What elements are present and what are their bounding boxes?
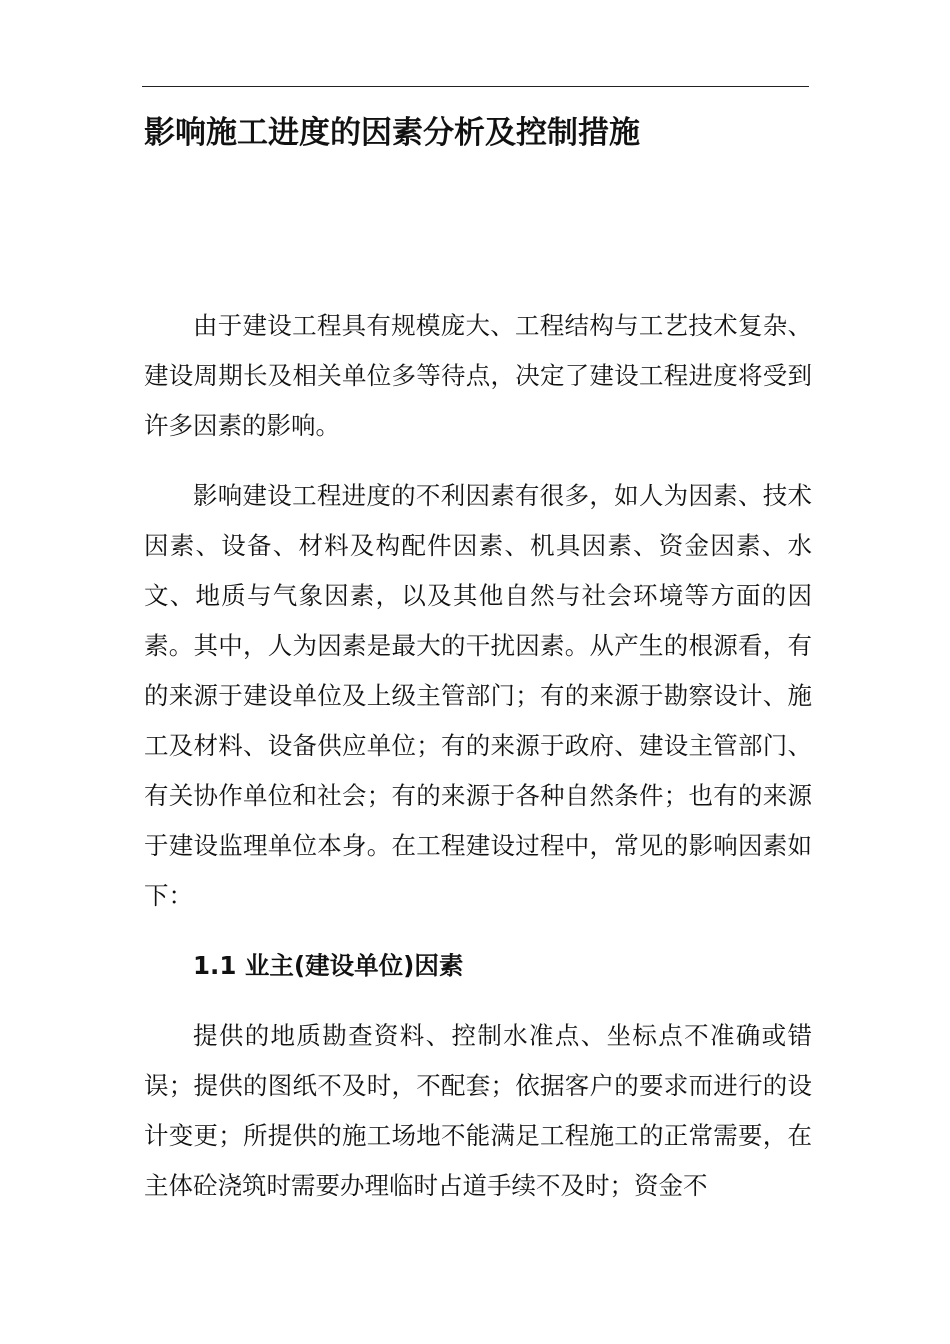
- header-rule: [142, 86, 809, 87]
- document-title: 影响施工进度的因素分析及控制措施: [144, 115, 640, 151]
- paragraph-factors: 影响建设工程进度的不利因素有很多，如人为因素、技术因素、设备、材料及构配件因素、机具因素、资金因素、水文、地质与气象因素，以及其他自然与社会环境等方面的因素。其中，人为因素是最大的干扰因素。从产生的根源看，有的来源于建设单位及上级主管部门；有的来源于勘察设计、施工及材料、设备供应单位；有的来源于政府、建设主管部门、有关协作单位和社会；有的来源于各种自然条件；也有的来源于建设监理单位本身。在工程建设过程中，常见的影响因素如下：: [144, 481, 812, 910]
- section-heading-owner-factors: 1.1 业主(建设单位)因素: [193, 951, 464, 980]
- paragraph-owner-factors: 提供的地质勘查资料、控制水准点、坐标点不准确或错误；提供的图纸不及时，不配套；依据客户的要求而进行的设计变更；所提供的施工场地不能满足工程施工的正常需要，在主体砼浇筑时需要办理临时占道手续不及时；资金不: [144, 1021, 812, 1200]
- document-body: [144, 301, 812, 1231]
- paragraph-intro: 由于建设工程具有规模庞大、工程结构与工艺技术复杂、建设周期长及相关单位多等待点，决定了建设工程进度将受到许多因素的影响。: [144, 311, 812, 440]
